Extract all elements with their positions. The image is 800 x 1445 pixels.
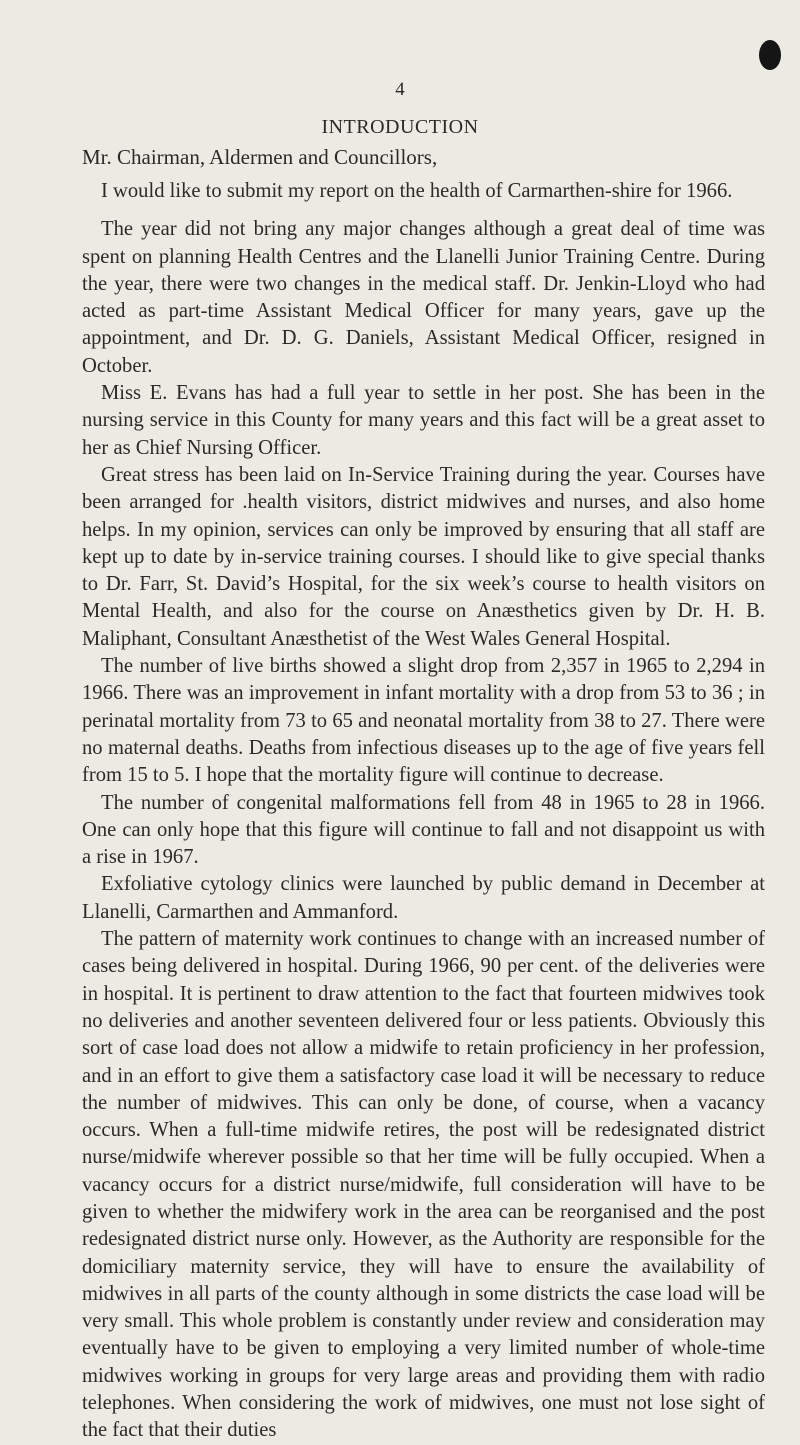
- page-number: 4: [395, 79, 405, 100]
- paragraph-maternity-work: The pattern of maternity work continues to change with an increased number of cases being delivered in hospital. During 1966, 90 per cent. of the deliveries were in hospital. It is pertinent to draw attention to the fact that fourteen midwives took no deliveries and another seventeen delivered four or less patients. Obviously this sort of case load does not allow a midwife to retain proficiency in her profession, and in an effort to give them a satisfactory case load it will be necessary to reduce the number of midwives. This can only be done, of course, when a vacancy occurs. When a full-time midwife retires, the post will be redesignated district nurse/midwife wherever possible so that her time will be fully occupied. When a vacancy occurs for a district nurse/midwife, full consideration will have to be given to whether the midwifery work in the area can be reorganised and the post redesignated district nurse only. However, as the Authority are responsible for the domiciliary maternity service, they will have to ensure the availability of midwives in all parts of the county although in some districts the case load will be very small. This whole problem is constantly under review and consideration may eventually have to be given to employing a very limited number of whole-time midwives working in groups for very large areas and providing them with radio telephones. When considering the work of midwives, one must not lose sight of the fact that their duties: [82, 928, 765, 1442]
- paragraph-cytology-clinics: Exfoliative cytology clinics were launched by public demand in December at Llanelli, Carmarthen and Ammanford.: [82, 873, 765, 923]
- paragraph-submission: I would like to submit my report on the health of Carmarthen-shire for 1966.: [101, 180, 733, 202]
- paragraph-in-service-training: Great stress has been laid on In-Service Training during the year. Courses have been arranged for .health visitors, district midwives and nurses, and also home helps. In my opinion, services can only be improved by ensuring that all staff are kept up to date by in-service training courses. I should like to give special thanks to Dr. Farr, St. David’s Hospital, for the six week’s course to health visitors on Mental Health, and also for the course on Anæsthetics given by Dr. H. B. Maliphant, Consultant Anæsthetist of the West Wales General Hospital.: [82, 463, 765, 650]
- page-title: INTRODUCTION: [321, 116, 479, 138]
- paragraph-staff-changes: The year did not bring any major changes although a great deal of time was spent on planning Health Centres and the Llanelli Junior Training Centre. During the year, there were two changes in the medical staff. Dr. Jenkin-Lloyd who had acted as part-time Assistant Medical Officer for many years, gave up the appointment, and Dr. D. G. Daniels, Assistant Medical Officer, resigned in October.: [82, 218, 765, 377]
- punch-hole: [759, 40, 781, 70]
- salutation: Mr. Chairman, Aldermen and Councillors,: [82, 145, 438, 169]
- paragraph-births-mortality: The number of live births showed a slight drop from 2,357 in 1965 to 2,294 in 1966. There was an improvement in infant mortality with a drop from 53 to 36 ; in perinatal mortality from 73 to 65 and neonatal mortality from 38 to 27. There were no maternal deaths. Deaths from infectious diseases up to the age of five years fell from 15 to 5. I hope that the mortality figure will continue to decrease.: [82, 655, 765, 787]
- paragraph-malformations: The number of congenital malformations fell from 48 in 1965 to 28 in 1966. One can only hope that this figure will continue to fall and not disappoint us with a rise in 1967.: [82, 791, 765, 869]
- report-body: [82, 178, 765, 1445]
- paragraph-nursing-officer: Miss E. Evans has had a full year to settle in her post. She has been in the nursing service in this County for many years and this fact will be a great asset to her as Chief Nursing Officer.: [82, 382, 765, 459]
